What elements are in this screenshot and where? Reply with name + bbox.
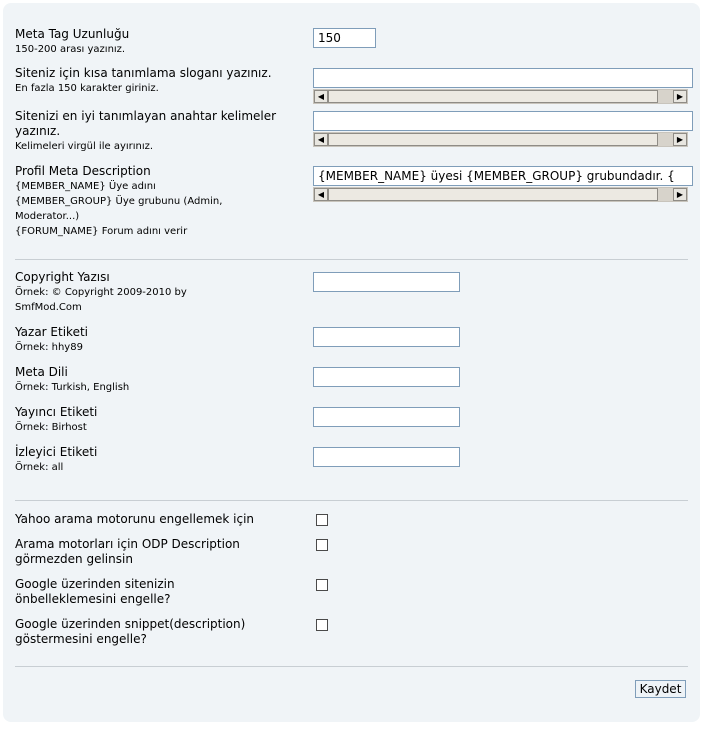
- publisher-hint: Örnek: Birhost: [15, 422, 87, 433]
- scroll-right-icon[interactable]: ▶: [673, 188, 687, 201]
- language-title: Meta Dili: [15, 365, 68, 379]
- scroll-thumb[interactable]: [328, 90, 658, 103]
- language-input[interactable]: [313, 367, 460, 387]
- slogan-scrollbar[interactable]: [313, 89, 688, 104]
- scroll-track[interactable]: [658, 90, 673, 103]
- section-divider: [15, 259, 688, 260]
- copyright-label: [15, 270, 245, 315]
- scroll-left-icon[interactable]: ◀: [314, 90, 328, 103]
- meta-length-title: Meta Tag Uzunluğu: [15, 27, 130, 41]
- author-hint: Örnek: hhy89: [15, 342, 83, 353]
- check-yahoo-checkbox[interactable]: [316, 514, 328, 526]
- viewer-title: İzleyici Etiketi: [15, 445, 98, 459]
- check-snippet-label: Google üzerinden snippet(description) göstermesini engelle?: [15, 617, 246, 646]
- viewer-label: [15, 445, 300, 475]
- scroll-left-icon[interactable]: ◀: [314, 188, 328, 201]
- keywords-title: Sitenizi en iyi tanımlayan anahtar kelimeler yazınız.: [15, 109, 277, 138]
- check-odp-label: Arama motorları için ODP Description görmezden gelinsin: [15, 537, 240, 566]
- profile-desc-hint-2: {MEMBER_GROUP} Üye grubunu (Admin, Moderator...): [15, 196, 223, 222]
- scroll-thumb[interactable]: [328, 133, 658, 146]
- scroll-right-icon[interactable]: ▶: [673, 133, 687, 146]
- scroll-thumb[interactable]: [328, 188, 658, 201]
- save-button[interactable]: Kaydet: [635, 680, 686, 698]
- keywords-label: [15, 109, 300, 154]
- profile-desc-title: Profil Meta Description: [15, 164, 151, 178]
- profile-desc-label: [15, 164, 285, 239]
- scroll-right-icon[interactable]: ▶: [673, 90, 687, 103]
- check-snippet-checkbox[interactable]: [316, 619, 328, 631]
- copyright-hint: Örnek: © Copyright 2009-2010 by SmfMod.Com: [15, 287, 187, 313]
- profile-desc-scrollbar[interactable]: [313, 187, 688, 202]
- section-divider: [15, 666, 688, 667]
- language-hint: Örnek: Turkish, English: [15, 382, 130, 393]
- slogan-title: Siteniz için kısa tanımlama sloganı yazınız.: [15, 66, 272, 80]
- copyright-input[interactable]: [313, 272, 460, 292]
- publisher-title: Yayıncı Etiketi: [15, 405, 98, 419]
- profile-desc-hint-1: {MEMBER_NAME} Üye adını: [15, 181, 156, 192]
- meta-length-hint: 150-200 arası yazınız.: [15, 44, 126, 55]
- slogan-textarea[interactable]: [313, 68, 693, 88]
- author-label: [15, 325, 300, 355]
- keywords-hint: Kelimeleri virgül ile ayırınız.: [15, 141, 154, 152]
- profile-desc-hint-3: {FORUM_NAME} Forum adını verir: [15, 226, 188, 237]
- keywords-textarea[interactable]: [313, 111, 693, 131]
- meta-length-label: [15, 27, 300, 57]
- publisher-input[interactable]: [313, 407, 460, 427]
- language-label: [15, 365, 300, 395]
- keywords-scrollbar[interactable]: [313, 132, 688, 147]
- scroll-track[interactable]: [658, 188, 673, 201]
- author-title: Yazar Etiketi: [15, 325, 88, 339]
- viewer-hint: Örnek: all: [15, 462, 64, 473]
- check-odp-checkbox[interactable]: [316, 539, 328, 551]
- check-yahoo-label: Yahoo arama motorunu engellemek için: [15, 512, 255, 526]
- scroll-left-icon[interactable]: ◀: [314, 133, 328, 146]
- check-cache-checkbox[interactable]: [316, 579, 328, 591]
- profile-desc-textarea[interactable]: {MEMBER_NAME} üyesi {MEMBER_GROUP} grubundadır. {: [313, 166, 693, 186]
- slogan-label: [15, 66, 300, 96]
- author-input[interactable]: [313, 327, 460, 347]
- section-divider: [15, 500, 688, 501]
- meta-length-input[interactable]: 150: [313, 28, 376, 48]
- check-cache-label: Google üzerinden sitenizin önbelleklemesini engelle?: [15, 577, 175, 606]
- viewer-input[interactable]: [313, 447, 460, 467]
- copyright-title: Copyright Yazısı: [15, 270, 110, 284]
- slogan-hint: En fazla 150 karakter giriniz.: [15, 83, 159, 94]
- scroll-track[interactable]: [658, 133, 673, 146]
- publisher-label: [15, 405, 300, 435]
